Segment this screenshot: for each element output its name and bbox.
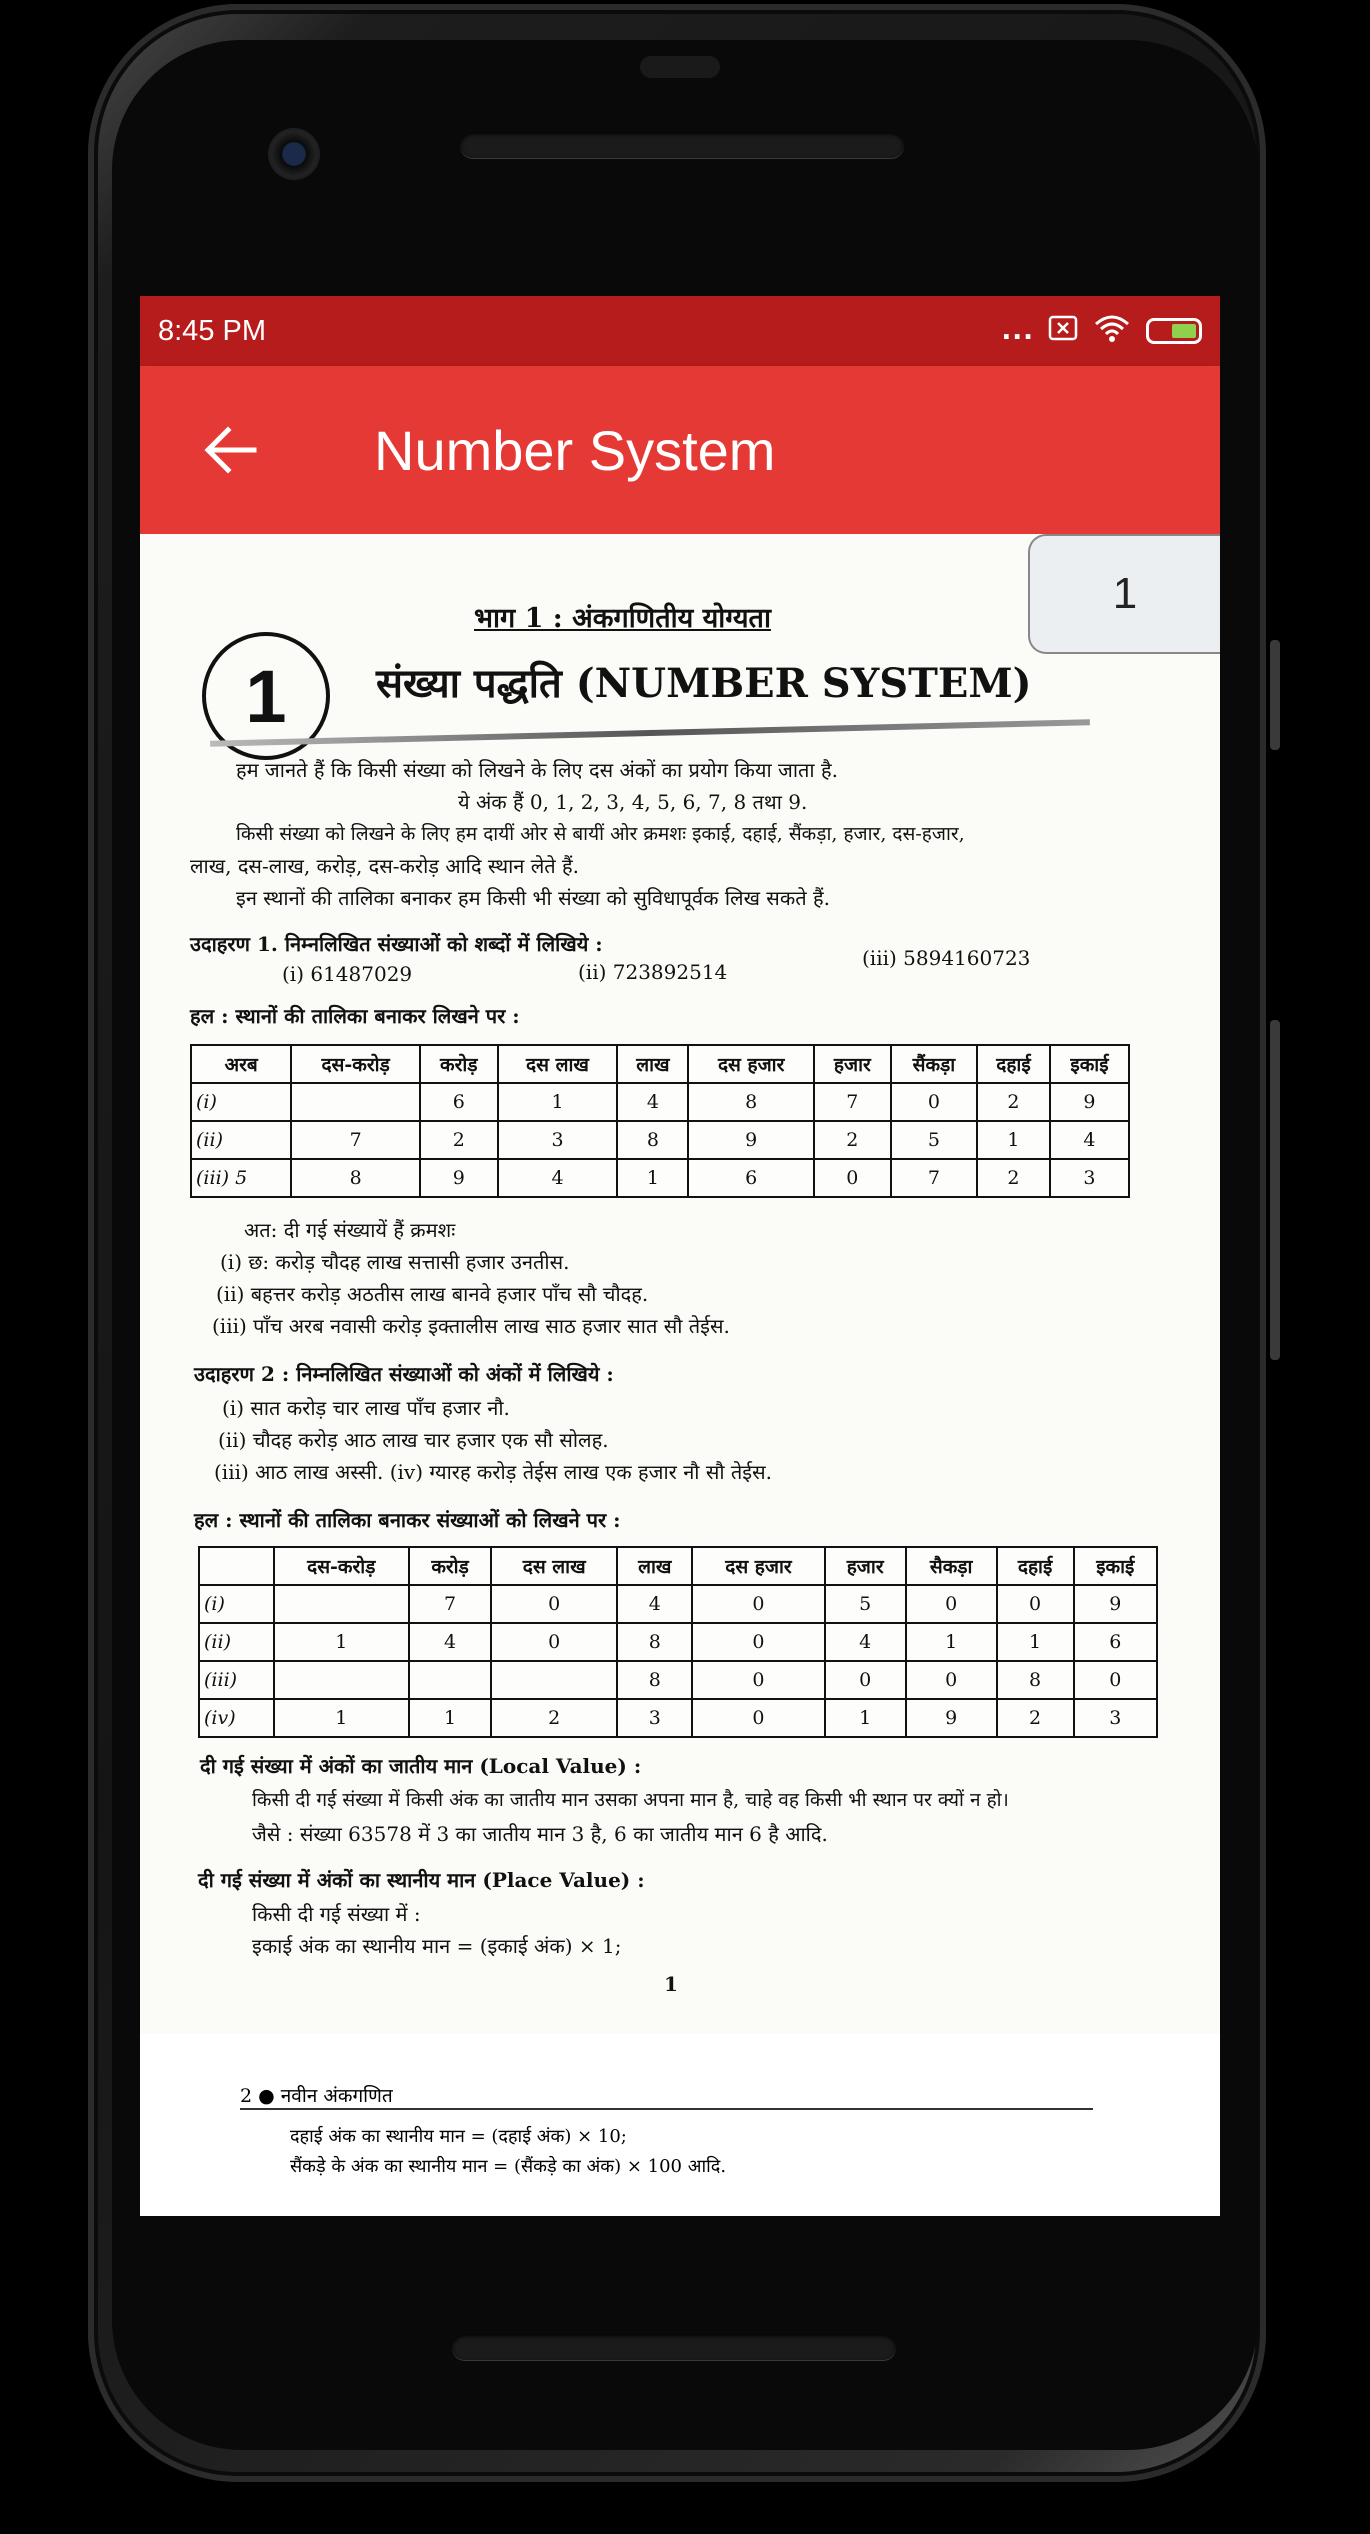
page-number: 1	[664, 1972, 678, 1996]
answer-line: (i) छ: करोड़ चौदह लाख सत्तासी हजार उनतीस.	[220, 1250, 570, 1274]
table-header-cell: लाख	[617, 1045, 688, 1083]
table-row	[199, 1699, 1157, 1737]
table-header-cell: हजार	[814, 1045, 891, 1083]
table-cell: (iii)	[199, 1661, 274, 1699]
place-value-line: इकाई अंक का स्थानीय मान = (इकाई अंक) × 1;	[252, 1934, 622, 1958]
table-cell: 0	[692, 1699, 824, 1737]
front-camera	[268, 128, 320, 180]
table-header-cell: सैंकड़ा	[891, 1045, 977, 1083]
table-header-cell: दस हजार	[692, 1547, 824, 1585]
table-header-cell: अरब	[191, 1045, 291, 1083]
table-cell: 2	[977, 1083, 1050, 1121]
table-cell: 0	[692, 1661, 824, 1699]
table-cell: 1	[977, 1121, 1050, 1159]
table-cell: 8	[617, 1121, 688, 1159]
table-cell	[274, 1661, 409, 1699]
battery-level	[1172, 324, 1196, 338]
page-indicator: 1	[1028, 534, 1220, 654]
wifi-icon	[1092, 313, 1132, 350]
table-cell: 3	[498, 1121, 618, 1159]
status-bar	[140, 296, 1220, 366]
answer-line: (iii) पाँच अरब नवासी करोड़ इक्तालीस लाख साठ हजार सात सौ तेईस.	[212, 1314, 730, 1338]
answer-line: (ii) बहत्तर करोड़ अठतीस लाख बानवे हजार पाँच सौ चौदह.	[216, 1282, 649, 1306]
place-value-table-1	[190, 1044, 1130, 1198]
document-page	[140, 534, 1220, 2034]
table-cell: (iv)	[199, 1699, 274, 1737]
table-cell: 0	[491, 1585, 617, 1623]
table-header-cell: इकाई	[1050, 1045, 1129, 1083]
table-cell: 7	[891, 1159, 977, 1197]
table-row	[199, 1585, 1157, 1623]
back-button[interactable]	[180, 400, 280, 500]
table-cell: 0	[825, 1661, 906, 1699]
example2-item: (ii) चौदह करोड़ आठ लाख चार हजार एक सौ सोलह.	[218, 1428, 609, 1452]
table-cell: 2	[977, 1159, 1050, 1197]
table-cell: 6	[688, 1159, 813, 1197]
app-bar	[140, 366, 1220, 534]
place-value-heading: दी गई संख्या में अंकों का स्थानीय मान (Place Value) :	[198, 1868, 645, 1892]
intro-line: किसी संख्या को लिखने के लिए हम दायीं ओर से बायीं ओर क्रमशः इकाई, दहाई, सैंकड़ा, हजार, दस-हजार,	[236, 823, 965, 845]
table-cell: 1	[617, 1159, 688, 1197]
table-cell: 2	[491, 1699, 617, 1737]
intro-line: ये अंक हैं 0, 1, 2, 3, 4, 5, 6, 7, 8 तथा 9.	[458, 790, 808, 814]
table-cell: 1	[906, 1623, 997, 1661]
table-cell: 7	[409, 1585, 491, 1623]
more-dots: ...	[1001, 316, 1034, 346]
table-header-cell: दस-करोड़	[274, 1547, 409, 1585]
table-cell: 9	[1050, 1083, 1129, 1121]
table-cell	[291, 1083, 419, 1121]
sim-off-icon	[1048, 315, 1078, 348]
table-cell: 8	[688, 1083, 813, 1121]
table-cell: 2	[997, 1699, 1074, 1737]
power-button	[1270, 1020, 1280, 1360]
table-cell: (i)	[191, 1083, 291, 1121]
table-cell: 4	[409, 1623, 491, 1661]
table-header-cell: लाख	[617, 1547, 692, 1585]
chapter-number: 1	[202, 632, 330, 760]
table-cell: 1	[997, 1623, 1074, 1661]
table-header-cell: दस लाख	[491, 1547, 617, 1585]
table-header-cell: दहाई	[997, 1547, 1074, 1585]
page2-line: दहाई अंक का स्थानीय मान = (दहाई अंक) × 10;	[290, 2126, 627, 2147]
table-cell: 1	[498, 1083, 618, 1121]
volume-button	[1270, 640, 1280, 750]
table-cell: 5	[825, 1585, 906, 1623]
table-header-cell: दस लाख	[498, 1045, 618, 1083]
example1-item: (i) 61487029	[282, 962, 413, 986]
answer-intro: अत: दी गई संख्यायें हैं क्रमशः	[244, 1218, 456, 1242]
table-header-cell: दहाई	[977, 1045, 1050, 1083]
table-cell: 0	[906, 1661, 997, 1699]
table-cell: 6	[1074, 1623, 1157, 1661]
chapter-title: संख्या पद्धति (NUMBER SYSTEM)	[376, 660, 1032, 707]
table-cell: 9	[906, 1699, 997, 1737]
table-cell: 3	[1074, 1699, 1157, 1737]
table-row	[191, 1159, 1129, 1197]
table-cell: 4	[498, 1159, 618, 1197]
table-header-cell: दस-करोड़	[291, 1045, 419, 1083]
example1-item: (ii) 723892514	[578, 960, 728, 984]
table-cell: 0	[997, 1585, 1074, 1623]
table-cell: 0	[1074, 1661, 1157, 1699]
table-cell: 0	[692, 1585, 824, 1623]
example1-solution-heading: हल : स्थानों की तालिका बनाकर लिखने पर :	[190, 1004, 520, 1028]
table-cell: 1	[409, 1699, 491, 1737]
table-cell: 0	[692, 1623, 824, 1661]
table-cell: 1	[825, 1699, 906, 1737]
intro-line: इन स्थानों की तालिका बनाकर हम किसी भी संख्या को सुविधापूर्वक लिख सकते हैं.	[236, 886, 830, 910]
table-cell: 2	[814, 1121, 891, 1159]
document-page-2	[140, 2034, 1220, 2216]
intro-line: हम जानते हैं कि किसी संख्या को लिखने के लिए दस अंकों का प्रयोग किया जाता है.	[236, 758, 838, 782]
table-cell: 5	[891, 1121, 977, 1159]
table-cell: 0	[906, 1585, 997, 1623]
example2-solution-heading: हल : स्थानों की तालिका बनाकर संख्याओं को लिखने पर :	[194, 1508, 621, 1532]
local-value-text: किसी दी गई संख्या में किसी अंक का जातीय मान उसका अपना मान है, चाहे वह किसी भी स्थान पर क्यों न हो।	[252, 1789, 1009, 1811]
table-cell: 8	[291, 1159, 419, 1197]
status-icons	[1001, 313, 1202, 350]
table-row	[191, 1121, 1129, 1159]
battery-charging-icon	[1146, 318, 1202, 344]
title-divider	[210, 719, 1090, 746]
table-header-cell	[199, 1547, 274, 1585]
status-time: 8:45 PM	[158, 314, 266, 347]
table-cell: 7	[814, 1083, 891, 1121]
table-cell: (ii)	[191, 1121, 291, 1159]
table-cell: 8	[617, 1623, 692, 1661]
intro-line: लाख, दस-लाख, करोड़, दस-करोड़ आदि स्थान लेते हैं.	[190, 854, 580, 878]
local-value-example: जैसे : संख्या 63578 में 3 का जातीय मान 3 है, 6 का जातीय मान 6 है आदि.	[252, 1822, 828, 1846]
page2-header: 2 ● नवीन अंकगणित	[240, 2082, 1093, 2110]
table-cell: (i)	[199, 1585, 274, 1623]
table-cell: 9	[420, 1159, 498, 1197]
app-title: Number System	[374, 418, 776, 482]
table-cell: 6	[420, 1083, 498, 1121]
table-cell: 3	[1050, 1159, 1129, 1197]
table-cell: 9	[688, 1121, 813, 1159]
table-cell	[409, 1661, 491, 1699]
table-header-cell: सैकड़ा	[906, 1547, 997, 1585]
table-cell: (ii)	[199, 1623, 274, 1661]
table-cell	[274, 1585, 409, 1623]
example2-item: (iii) आठ लाख अस्सी. (iv) ग्यारह करोड़ तेईस लाख एक हजार नौ सौ तेईस.	[214, 1460, 772, 1484]
table-cell: 4	[617, 1083, 688, 1121]
table-header-cell: इकाई	[1074, 1547, 1157, 1585]
table-header-cell: हजार	[825, 1547, 906, 1585]
table-row	[199, 1623, 1157, 1661]
table-header-row	[191, 1045, 1129, 1083]
bottom-speaker	[452, 2334, 896, 2360]
place-value-table-2	[198, 1546, 1158, 1738]
page2-line: सैंकड़े के अंक का स्थानीय मान = (सैंकड़े का अंक) × 100 आदि.	[290, 2156, 727, 2177]
proximity-sensor	[640, 56, 720, 78]
table-cell: 4	[1050, 1121, 1129, 1159]
table-cell: 0	[491, 1623, 617, 1661]
earpiece-speaker	[460, 132, 904, 158]
table-cell: 8	[617, 1661, 692, 1699]
table-cell: 0	[891, 1083, 977, 1121]
table-header-cell: करोड़	[420, 1045, 498, 1083]
table-cell: 4	[825, 1623, 906, 1661]
arrow-left-icon	[202, 426, 258, 474]
table-cell: 3	[617, 1699, 692, 1737]
table-cell: 8	[997, 1661, 1074, 1699]
example2-heading: उदाहरण 2 : निम्नलिखित संख्याओं को अंकों में लिखिये :	[194, 1362, 614, 1386]
table-cell: 1	[274, 1699, 409, 1737]
table-row	[199, 1661, 1157, 1699]
example1-item: (iii) 5894160723	[862, 946, 1031, 970]
table-cell: 9	[1074, 1585, 1157, 1623]
table-header-cell: दस हजार	[688, 1045, 813, 1083]
example1-heading: उदाहरण 1. निम्नलिखित संख्याओं को शब्दों में लिखिये :	[190, 932, 603, 956]
table-cell: 1	[274, 1623, 409, 1661]
pdf-viewer[interactable]	[140, 534, 1220, 2216]
place-value-line: किसी दी गई संख्या में :	[252, 1902, 421, 1926]
table-cell: 4	[617, 1585, 692, 1623]
part-title: भाग 1 : अंकगणितीय योग्यता	[474, 603, 771, 634]
local-value-heading: दी गई संख्या में अंकों का जातीय मान (Local Value) :	[200, 1754, 642, 1778]
table-cell: 7	[291, 1121, 419, 1159]
table-header-cell: करोड़	[409, 1547, 491, 1585]
example2-item: (i) सात करोड़ चार लाख पाँच हजार नौ.	[222, 1396, 510, 1420]
table-row	[191, 1083, 1129, 1121]
table-cell	[491, 1661, 617, 1699]
table-cell: 0	[814, 1159, 891, 1197]
table-cell: 2	[420, 1121, 498, 1159]
table-header-row	[199, 1547, 1157, 1585]
table-cell: (iii) 5	[191, 1159, 291, 1197]
screen	[140, 296, 1220, 2216]
